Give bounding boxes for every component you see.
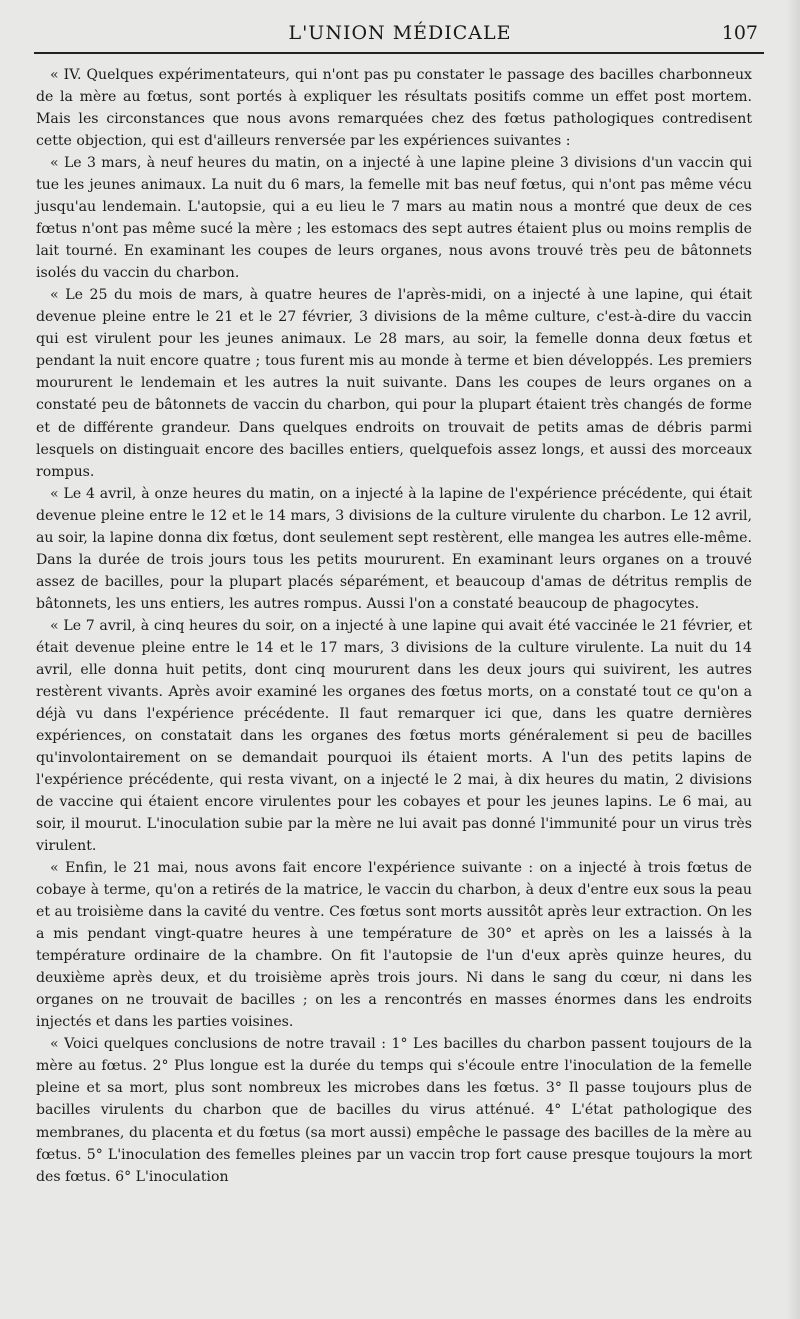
page-number: 107 <box>721 22 758 44</box>
paragraph: « IV. Quelques expérimentateurs, qui n'ont pas pu constater le passage des bacilles charbonneux de la mère au fœtus, sont portés à expliquer les résultats positifs comme un effet post mortem. Mais les circonstances que nous avons remarquées chez des fœtus pathologiques contredisent cette objection, qui est d'ailleurs renversée par les expériences suivantes : <box>36 67 752 150</box>
paragraph: « Le 25 du mois de mars, à quatre heures de l'après-midi, on a injecté à une lapine, qui était devenue pleine entre le 21 et le 27 février, 3 divisions de la même culture, c'est-à-dire du vaccin qui est virulent pour les jeunes animaux. Le 28 mars, au soir, la femelle donna deux fœtus et pendant la nuit encore quatre ; tous furent mis au monde à terme et bien développés. Les premiers moururent le lendemain et les autres la nuit suivante. Dans les coupes de leurs organes on a constaté peu de bâtonnets de vaccin du charbon, qui pour la plupart étaient très changés de forme et de différente grandeur. Dans quelques endroits on trouvait de petits amas de débris parmi lesquels on distinguait encore des bacilles entiers, quelquefois assez longs, et aussi des morceaux rompus. <box>36 287 752 480</box>
scan-shadow <box>786 0 800 1319</box>
paragraph: « Enfin, le 21 mai, nous avons fait encore l'expérience suivante : on a injecté à trois fœtus de cobaye à terme, qu'on a retirés de la matrice, le vaccin du charbon, à deux d'entre eux sous la peau et au troisième dans la cavité du ventre. Ces fœtus sont morts aussitôt après leur extraction. On les a mis pendant vingt-quatre heures à une température de 30° et après on les a laissés à la température ordinaire de la chambre. On fit l'autopsie de l'un d'eux après quinze heures, du deuxième après deux, et du troisième après trois jours. Ni dans le sang du cœur, ni dans les organes on ne trouvait de bacilles ; on les a rencontrés en masses énormes dans les endroits injectés et dans les parties voisines. <box>36 860 752 1031</box>
running-head: L'UNION MÉDICALE <box>288 22 512 44</box>
page-header <box>36 22 764 52</box>
paragraph: « Le 7 avril, à cinq heures du soir, on a injecté à une lapine qui avait été vaccinée le 21 février, et était devenue pleine entre le 14 et le 17 mars, 3 divisions de la culture virulente. La nuit du 14 avril, elle donna huit petits, dont cinq moururent dans les deux jours qui suivirent, les autres restèrent vivants. Après avoir examiné les organes des fœtus morts, on a constaté tout ce qu'on a déjà vu dans l'expérience précédente. Il faut remarquer ici que, dans les quatre dernières expériences, on constatait dans les organes des fœtus morts généralement si peu de bacilles qu'involontairement on se demandait pourquoi ils étaient morts. A l'un des petits lapins de l'expérience précédente, qui resta vivant, on a injecté le 2 mai, à dix heures du matin, 2 divisions de vaccine qui étaient encore virulentes pour les cobayes et pour les jeunes lapins. Le 6 mai, au soir, il mourut. L'inoculation subie par la mère ne lui avait pas donné l'immunité pour un virus très virulent. <box>36 617 752 855</box>
article-body <box>36 64 752 1188</box>
header-rule <box>34 52 764 54</box>
paragraph: « Le 4 avril, à onze heures du matin, on a injecté à la lapine de l'expérience précédente, qui était devenue pleine entre le 12 et le 14 mars, 3 divisions de la culture virulente du charbon. Le 12 avril, au soir, la lapine donna dix fœtus, dont seulement sept restèrent, elle mangea les autres elle-même. Dans la durée de trois jours tous les petits moururent. En examinant leurs organes on a trouvé assez de bacilles, pour la plupart placés séparément, et beaucoup d'amas de détritus remplis de bâtonnets, les uns entiers, les autres rompus. Aussi l'on a constaté beaucoup de phagocytes. <box>36 485 752 612</box>
paragraph: « Le 3 mars, à neuf heures du matin, on a injecté à une lapine pleine 3 divisions d'un vaccin qui tue les jeunes animaux. La nuit du 6 mars, la femelle mit bas neuf fœtus, qui n'ont pas même vécu jusqu'au lendemain. L'autopsie, qui a eu lieu le 7 mars au matin nous a montré que deux de ces fœtus n'ont pas même sucé la mère ; les estomacs des sept autres étaient plus ou moins remplis de lait tourné. En examinant les coupes de leurs organes, nous avons trouvé très peu de bâtonnets isolés du vaccin du charbon. <box>36 155 752 282</box>
paragraph: « Voici quelques conclusions de notre travail : 1° Les bacilles du charbon passent toujours de la mère au fœtus. 2° Plus longue est la durée du temps qui s'écoule entre l'inoculation de la femelle pleine et sa mort, plus sont nombreux les microbes dans les fœtus. 3° Il passe toujours plus de bacilles virulents du charbon que de bacilles du virus atténué. 4° L'état pathologique des membranes, du placenta et du fœtus (sa mort aussi) empêche le passage des bacilles de la mère au fœtus. 5° L'inoculation des femelles pleines par un vaccin trop fort cause presque toujours la mort des fœtus. 6° L'inoculation <box>36 1036 752 1185</box>
